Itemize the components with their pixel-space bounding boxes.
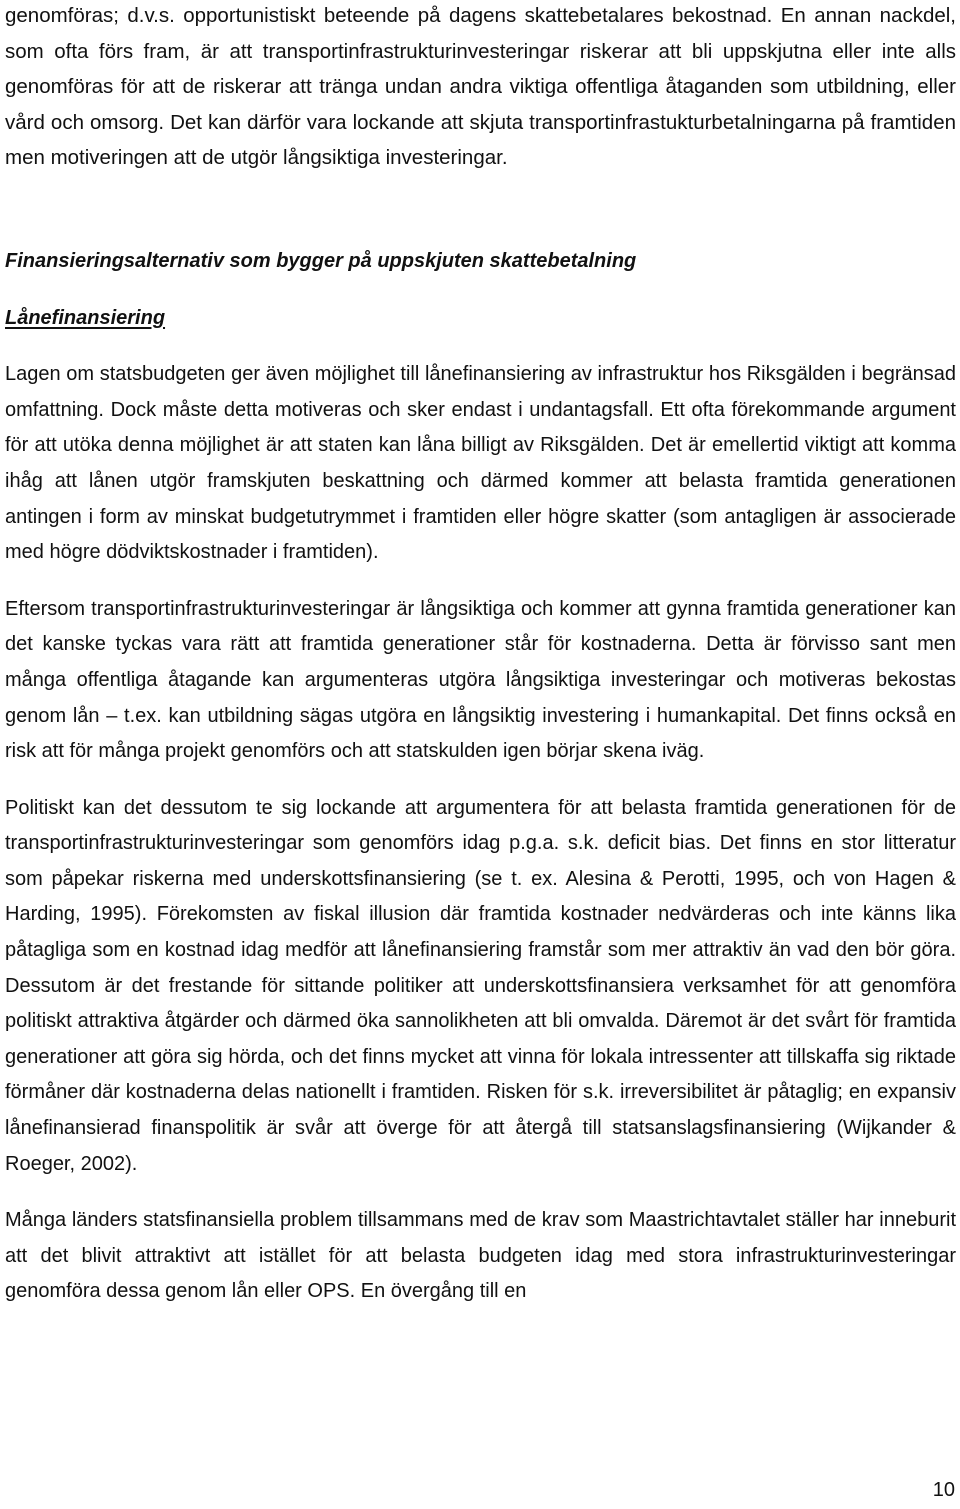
section-heading: Finansieringsalternativ som bygger på uppskjuten skattebetalning — [5, 249, 637, 272]
paragraph-intro: genomföras; d.v.s. opportunistiskt beteende på dagens skattebetalares bekostnad. En annan nackdel, som ofta förs fram, är att transportinfrastrukturinvesteringar riskerar att bli uppskjutna eller inte alls genomföras för att de riskerar att tränga undan andra viktiga offentliga åtaganden som utbildning, eller vård och omsorg. Det kan därför vara lockande att skjuta transportinfrastukturbetalningarna på framtiden men motiveringen att de utgör långsiktiga investeringar. — [5, 4, 956, 170]
paragraph-eftersom: Eftersom transportinfrastrukturinvesteringar är långsiktiga och kommer att gynna framtida generationer kan det kanske tyckas vara rätt att framtida generationer står för kostnaderna. Detta är förvisso sant men många offentliga åtagande kan argumenteras utgöra långsiktiga investeringar och motiveras bekostas genom lån – t.ex. kan utbildning sägas utgöra en långsiktig investering i humankapital. Det finns också en risk att för många projekt genomförs och att statskulden igen börjar skena iväg. — [5, 597, 956, 763]
subsection-heading: Lånefinansiering — [5, 306, 166, 329]
section-spacer — [5, 176, 956, 244]
paragraph-lanefinansiering: Lagen om statsbudgeten ger även möjlighet till lånefinansiering av infrastruktur hos Riksgälden i begränsad omfattning. Dock måste detta motiveras och sker endast i undantagsfall. Ett ofta förekommande argument för att utöka denna möjlighet är att staten kan låna billigt av Riksgälden. Det är emellertid viktigt att komma ihåg att lånen utgör framskjuten beskattning och därmed kommer att belasta framtida generationen antingen i form av minskat budgetutrymmet i framtiden eller högre skatter (som antagligen är associerade med högre dödviktskostnader i framtiden). — [5, 363, 956, 564]
paragraph-politiskt: Politiskt kan det dessutom te sig lockande att argumentera för att belasta framtida generationen för de transportinfrastrukturinvesteringar som genomförs idag p.g.a. s.k. deficit bias. Det finns en stor litteratur som påpekar riskerna med underskottsfinansiering (se t. ex. Alesina & Perotti, 1995, och von Hagen & Harding, 1995). Förekomsten av fiskal illusion där framtida kostnader nedvärderas och inte känns lika påtagliga som en kostnad idag medför att lånefinansiering framstår som mer attraktiv än vad den bör göra. Dessutom är det frestande för sittande politiker att underskottsfinansiera verksamhet för att genomföra politiskt attraktiva åtgärder och därmed öka sannolikheten att bli omvalda. Däremot är det svårt för framtida generationer att göra sig hörda, och det finns mycket att vinna för lokala intressenter att tillskaffa sig riktade förmåner där kostnaderna delas nationellt i framtiden. Risken för s.k. irreversibilitet är påtaglig; en expansiv lånefinansierad finanspolitik är svår att överge för att återgå till statsanslagsfinansiering (Wijkander & Roeger, 2002). — [5, 796, 956, 1175]
page-number: 10 — [932, 1479, 955, 1501]
document-page — [5, 0, 956, 1310]
paragraph-manga-lander: Många länders statsfinansiella problem tillsammans med de krav som Maastrichtavtalet ställer har inneburit att det blivit attraktivt att istället för att belasta budgeten idag med stora infrastrukturinvesteringar genomföra dessa genom lån eller OPS. En övergång till en — [5, 1209, 956, 1303]
